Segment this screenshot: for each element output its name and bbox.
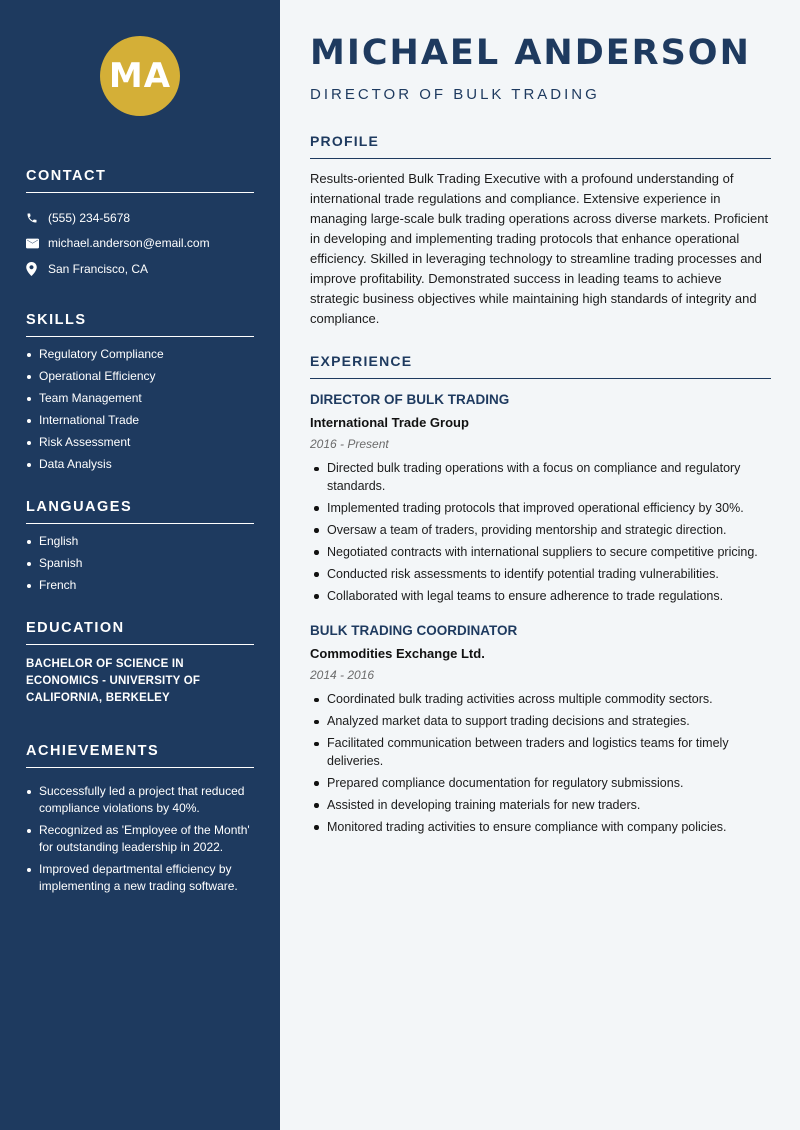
experience-section [310,353,771,836]
job-bullet: Facilitated communication between traders and logistics teams for timely deliveries. [310,735,771,770]
skills-list [26,346,254,473]
job-bullet: Conducted risk assessments to identify potential trading vulnerabilities. [310,566,771,584]
language-item: Spanish [26,555,254,572]
skill-item: Team Management [26,390,254,407]
experience-heading: EXPERIENCE [310,353,771,379]
profile-section [310,133,771,329]
job-bullet: Collaborated with legal teams to ensure adherence to trade regulations. [310,588,771,606]
job-bullet: Analyzed market data to support trading decisions and strategies. [310,713,771,731]
skill-item: Risk Assessment [26,434,254,451]
skill-item: Operational Efficiency [26,368,254,385]
job-bullet: Monitored trading activities to ensure compliance with company policies. [310,819,771,837]
skill-item: Regulatory Compliance [26,346,254,363]
email-icon [26,238,48,249]
job-dates: 2016 - Present [310,437,389,451]
job-bullet: Implemented trading protocols that improved operational efficiency by 30%. [310,500,771,518]
job-dates: 2014 - 2016 [310,668,375,682]
phone-icon [26,212,48,224]
languages-list [26,533,254,594]
candidate-name: MICHAEL ANDERSON [310,33,751,73]
education-entry: BACHELOR OF SCIENCE IN ECONOMICS - UNIVERSITY OF CALIFORNIA, BERKELEY [26,657,201,704]
job-bullet: Directed bulk trading operations with a focus on compliance and regulatory standards. [310,460,771,495]
avatar [100,36,180,116]
job-bullets [310,691,771,836]
email-text[interactable]: michael.anderson@email.com [48,236,210,251]
job-company: International Trade Group [310,415,469,430]
sidebar [0,0,280,1130]
contact-phone [26,205,254,231]
main-content [310,0,771,841]
job-bullet: Coordinated bulk trading activities across multiple commodity sectors. [310,691,771,709]
contact-location [26,256,254,282]
achievements-section [26,743,254,895]
education-heading: EDUCATION [26,620,254,645]
contact-email [26,231,254,257]
education-section [26,620,254,707]
skills-section [26,312,254,473]
achievements-list [26,783,254,895]
location-pin-icon [26,262,48,276]
achievement-item: Recognized as 'Employee of the Month' for outstanding leadership in 2022. [26,822,254,856]
job-bullet: Assisted in developing training materials for new traders. [310,797,771,815]
achievement-item: Successfully led a project that reduced compliance violations by 40%. [26,783,254,817]
language-item: French [26,577,254,594]
phone-text[interactable]: (555) 234-5678 [48,210,131,225]
job-company: Commodities Exchange Ltd. [310,646,485,661]
skill-item: Data Analysis [26,456,254,473]
languages-heading: LANGUAGES [26,499,254,524]
job-bullet: Oversaw a team of traders, providing mentorship and strategic direction. [310,522,771,540]
candidate-title: DIRECTOR OF BULK TRADING [310,86,600,103]
job-bullet: Negotiated contracts with international suppliers to secure competitive pricing. [310,544,771,562]
job-role: DIRECTOR OF BULK TRADING [310,392,510,407]
achievements-heading: ACHIEVEMENTS [26,743,254,768]
language-item: English [26,533,254,550]
contact-section [26,168,254,282]
contact-list [26,205,254,282]
languages-section [26,499,254,594]
job-bullet: Prepared compliance documentation for regulatory submissions. [310,775,771,793]
achievement-item: Improved departmental efficiency by implementing a new trading software. [26,861,254,895]
location-text: San Francisco, CA [48,261,149,276]
skill-item: International Trade [26,412,254,429]
job-bullets [310,460,771,605]
job-entry [310,623,771,836]
contact-heading: CONTACT [26,168,254,193]
profile-text: Results-oriented Bulk Trading Executive with a profound understanding of international trade regulations and compliance. Extensive experience in managing large-scale bulk trading operations across diverse markets. Proficient in developing and implementing trading protocols that enhance operational efficiency. Skilled in leveraging technology to streamline trading processes and improve profitability. Demonstrated success in leading teams to achieve strategic business objectives while maintaining high standards of integrity and compliance. [310,171,769,326]
job-entry [310,392,771,605]
profile-heading: PROFILE [310,133,771,159]
job-role: BULK TRADING COORDINATOR [310,623,518,638]
skills-heading: SKILLS [26,312,254,337]
avatar-initials: MA [108,56,172,96]
